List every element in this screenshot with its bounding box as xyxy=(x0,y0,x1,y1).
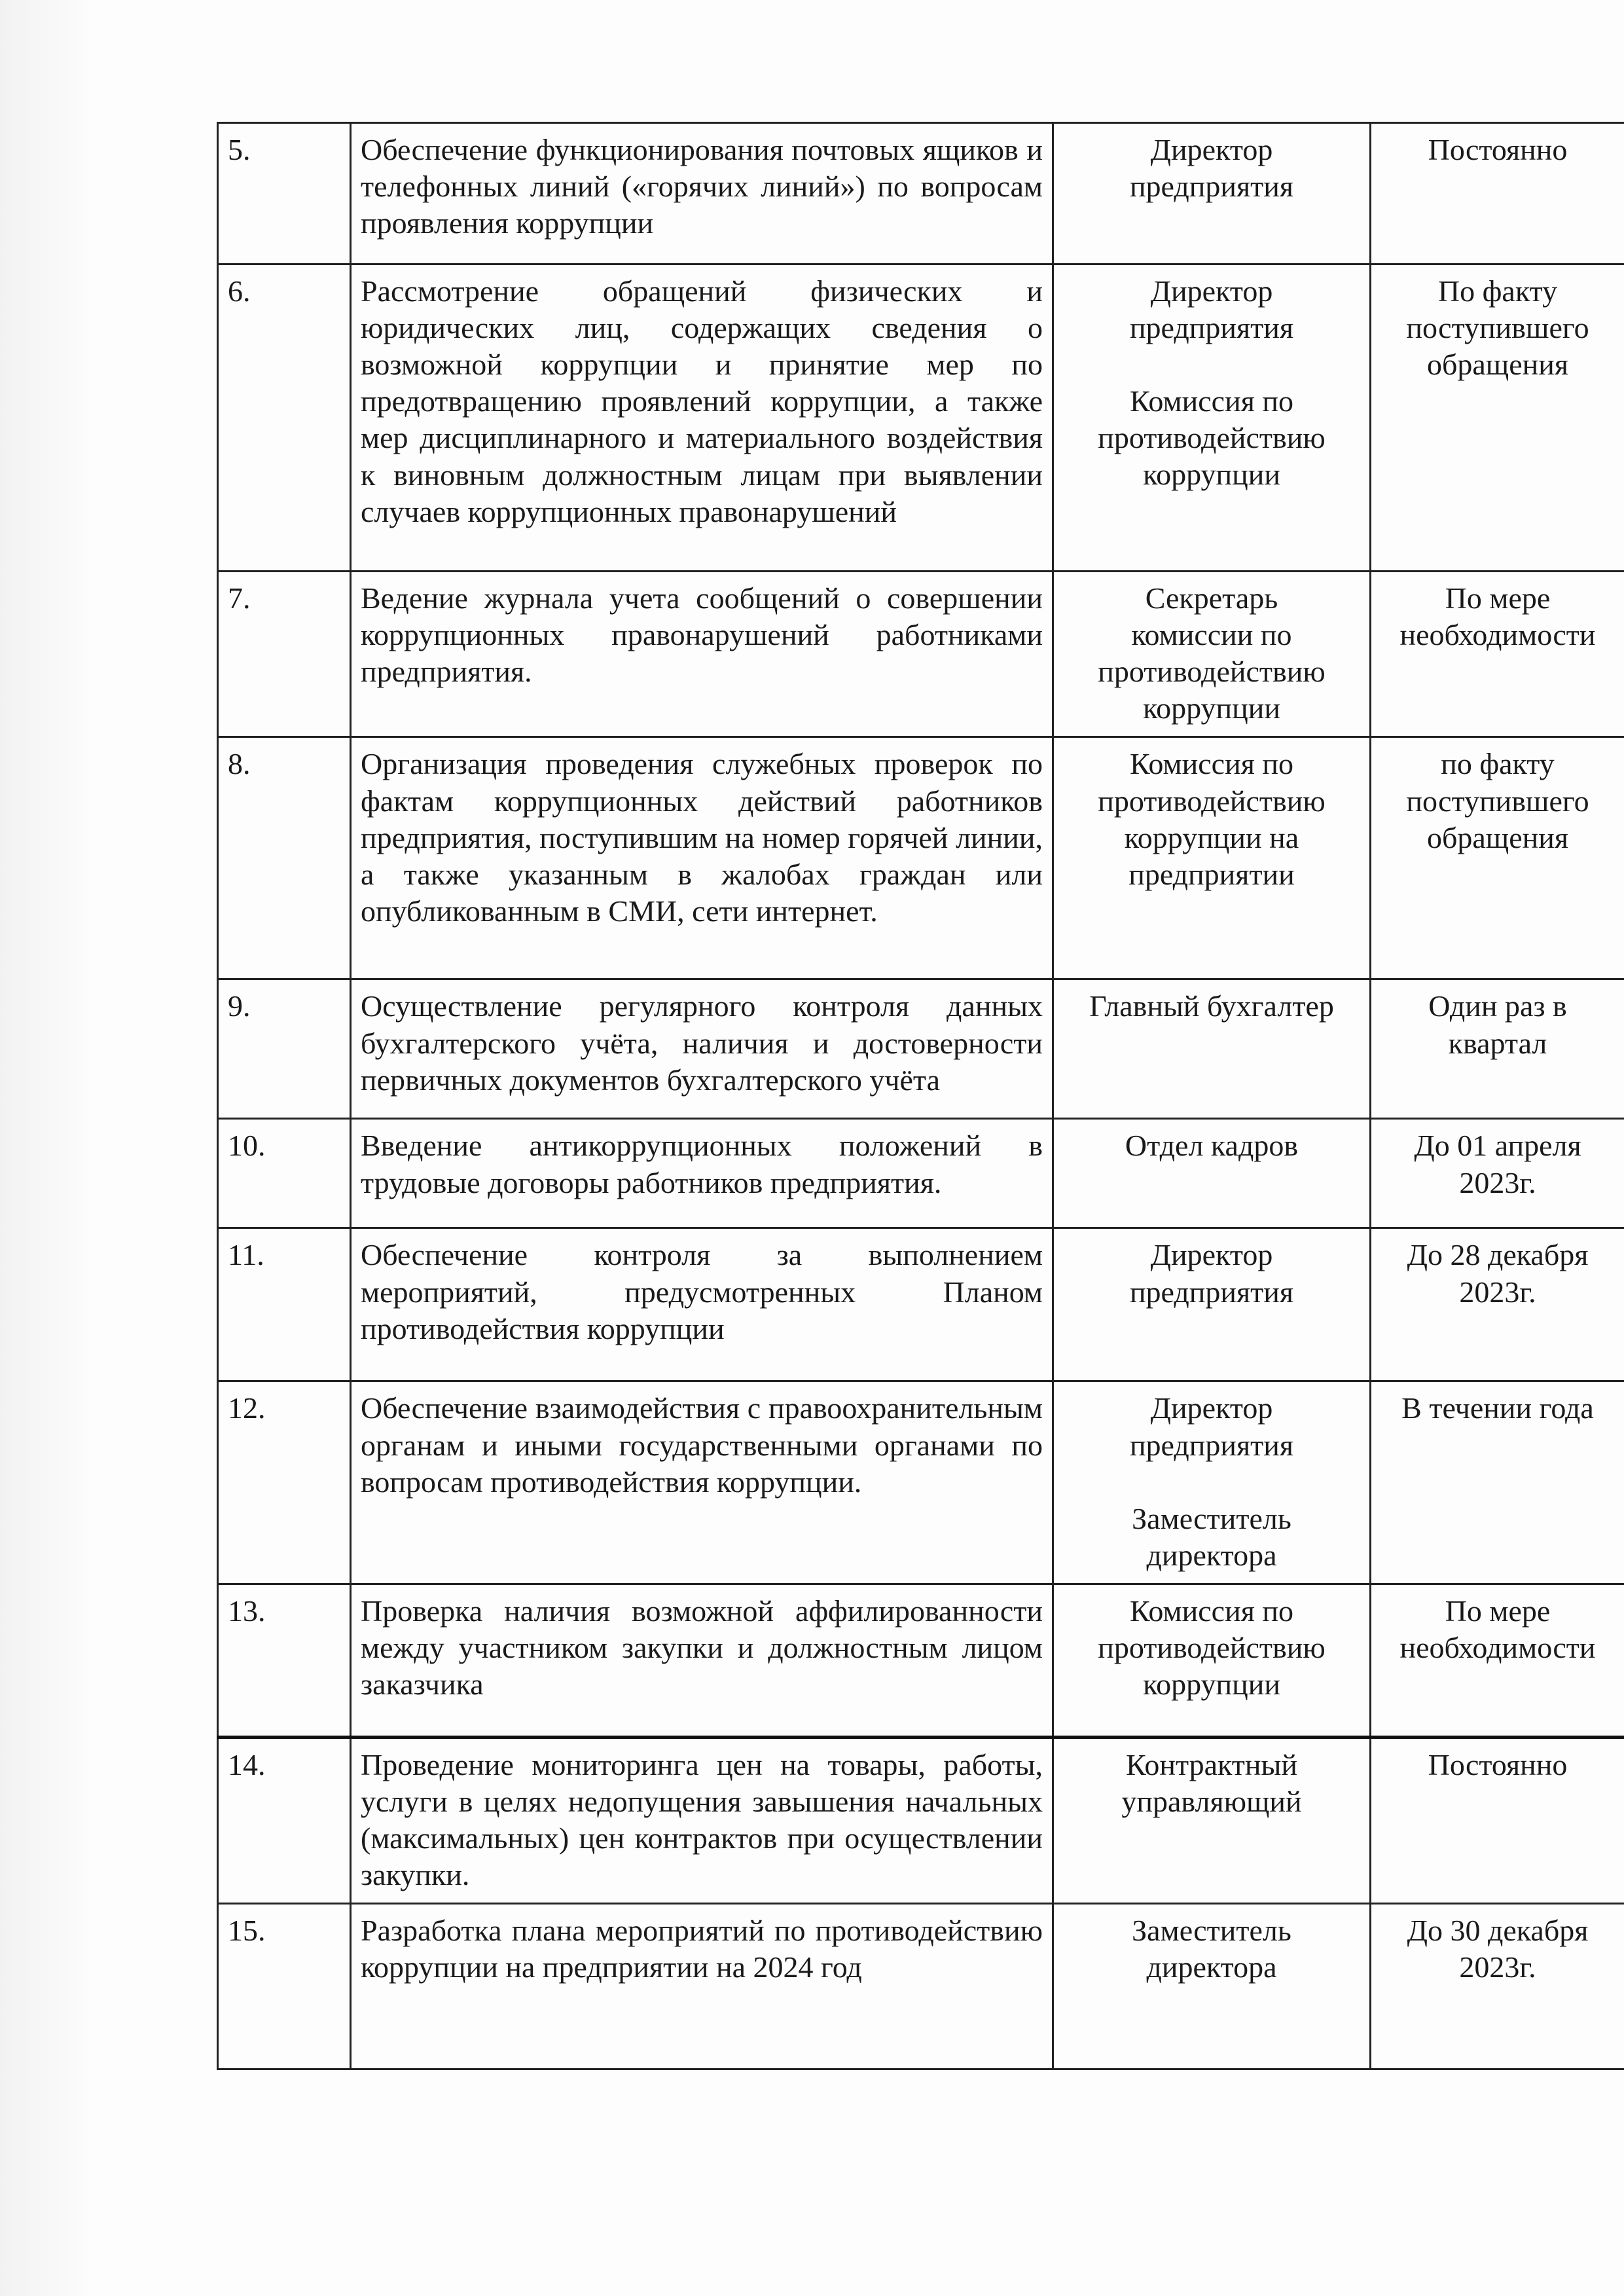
table-row xyxy=(218,1737,1624,1903)
responsible-line: противодействию xyxy=(1098,421,1326,455)
row-number: 15. xyxy=(218,1904,351,2069)
activity-cell: Обеспечение контроля за выполнением мероприятий, предусмотренных Планом противодействия коррупции xyxy=(351,1228,1053,1381)
responsible-line: предприятия xyxy=(1129,1275,1294,1309)
responsible-line: Комиссия по xyxy=(1130,747,1293,781)
responsible-line: Заместитель xyxy=(1132,1501,1291,1535)
term-cell xyxy=(1371,1381,1624,1584)
responsible-line: коррупции xyxy=(1143,1667,1280,1702)
table-row xyxy=(218,264,1624,572)
responsible-line: Главный бухгалтер xyxy=(1089,989,1334,1023)
responsible-line: Комиссия по xyxy=(1130,384,1293,418)
term-line: 2023г. xyxy=(1459,1165,1536,1199)
term-cell xyxy=(1371,1119,1624,1228)
anticorruption-plan-table xyxy=(217,122,1624,2070)
responsible-line: Директор xyxy=(1150,133,1273,166)
activity-cell: Рассмотрение обращений физических и юридических лиц, содержащих сведения о возможной коррупции и принятие мер по предотвращению проявлений коррупции, а также мер дисциплинарного и материального воздействия к виновным должностным лицам при выявлении случаев коррупционных правонарушений xyxy=(351,264,1053,572)
activity-cell: Разработка плана мероприятий по противодействию коррупции на предприятии на 2024 год xyxy=(351,1904,1053,2069)
table-row xyxy=(218,979,1624,1119)
table-row xyxy=(218,1381,1624,1584)
activity-cell: Введение антикоррупционных положений в трудовые договоры работников предприятия. xyxy=(351,1119,1053,1228)
activity-cell: Организация проведения служебных проверок по фактам коррупционных действий работников предприятия, поступившим на номер горячей линии, а также указанным в жалобах граждан или опубликованным в СМИ, сети интернет. xyxy=(351,737,1053,979)
responsible-line: директора xyxy=(1146,1538,1277,1572)
term-line: По мере xyxy=(1445,581,1551,615)
responsible-cell xyxy=(1053,264,1371,572)
table-row xyxy=(218,572,1624,737)
activity-cell: Проведение мониторинга цен на товары, работы, услуги в целях недопущения завышения начальных (максимальных) цен контрактов при осуществлении закупки. xyxy=(351,1737,1053,1903)
term-line: До 01 апреля xyxy=(1414,1129,1581,1163)
row-number: 11. xyxy=(218,1228,351,1381)
term-line: 2023г. xyxy=(1459,1275,1536,1309)
responsible-line: предприятия xyxy=(1129,1428,1294,1462)
responsible-line: Заместитель xyxy=(1132,1914,1291,1948)
row-number: 14. xyxy=(218,1737,351,1903)
responsible-cell xyxy=(1053,737,1371,979)
responsible-line: предприятии xyxy=(1128,857,1295,891)
term-line: До 30 декабря xyxy=(1407,1914,1589,1948)
responsible-line: коррупции xyxy=(1143,691,1280,725)
responsible-cell xyxy=(1053,123,1371,264)
responsible-line: Контрактный xyxy=(1125,1747,1298,1781)
row-number: 9. xyxy=(218,979,351,1119)
table-row xyxy=(218,1228,1624,1381)
activity-cell: Проверка наличия возможной аффилированности между участником закупки и должностным лицом заказчика xyxy=(351,1584,1053,1737)
term-cell xyxy=(1371,1584,1624,1737)
term-line: По факту xyxy=(1437,274,1558,308)
row-number: 8. xyxy=(218,737,351,979)
responsible-line: управляющий xyxy=(1121,1784,1302,1818)
responsible-line: противодействию xyxy=(1098,655,1326,689)
responsible-cell xyxy=(1053,1119,1371,1228)
responsible-cell xyxy=(1053,1228,1371,1381)
term-cell xyxy=(1371,1737,1624,1903)
responsible-line: Директор xyxy=(1150,274,1273,308)
responsible-line: Секретарь xyxy=(1145,581,1278,615)
responsible-line: противодействию xyxy=(1098,1630,1326,1664)
term-line: Постоянно xyxy=(1428,133,1568,166)
term-line: обращения xyxy=(1426,348,1569,382)
term-cell xyxy=(1371,979,1624,1119)
term-cell xyxy=(1371,1904,1624,2069)
responsible-line: Директор xyxy=(1150,1391,1273,1425)
term-line: необходимости xyxy=(1399,618,1596,652)
scan-shadow-edge xyxy=(0,0,98,2296)
responsible-cell xyxy=(1053,1584,1371,1737)
term-line: обращения xyxy=(1426,820,1569,854)
responsible-line: коррупции на xyxy=(1124,820,1299,854)
term-cell xyxy=(1371,737,1624,979)
term-cell xyxy=(1371,264,1624,572)
responsible-line: предприятия xyxy=(1129,311,1294,345)
activity-cell: Обеспечение взаимодействия с правоохранительным органам и иными государственными органами по вопросам противодействия коррупции. xyxy=(351,1381,1053,1584)
responsible-cell xyxy=(1053,1737,1371,1903)
row-number: 12. xyxy=(218,1381,351,1584)
responsible-cell xyxy=(1053,1904,1371,2069)
term-line: по факту xyxy=(1441,747,1555,781)
term-line: По мере xyxy=(1445,1594,1551,1628)
responsible-line: комиссии по xyxy=(1131,618,1292,652)
responsible-line: Директор xyxy=(1150,1238,1273,1272)
term-line: Постоянно xyxy=(1428,1747,1568,1781)
term-line: В течении года xyxy=(1401,1391,1594,1425)
term-cell xyxy=(1371,1228,1624,1381)
term-line: необходимости xyxy=(1399,1630,1596,1664)
row-number: 6. xyxy=(218,264,351,572)
term-line: квартал xyxy=(1448,1026,1547,1060)
term-cell xyxy=(1371,572,1624,737)
activity-cell: Осуществление регулярного контроля данных бухгалтерского учёта, наличия и достоверности первичных документов бухгалтерского учёта xyxy=(351,979,1053,1119)
term-line: 2023г. xyxy=(1459,1950,1536,1984)
responsible-line: директора xyxy=(1146,1950,1277,1984)
row-number: 5. xyxy=(218,123,351,264)
responsible-line: предприятия xyxy=(1129,170,1294,204)
activity-cell: Обеспечение функционирования почтовых ящиков и телефонных линий («горячих линий») по вопросам проявления коррупции xyxy=(351,123,1053,264)
term-line: поступившего xyxy=(1406,784,1589,818)
row-number: 7. xyxy=(218,572,351,737)
term-line: Один раз в xyxy=(1428,989,1567,1023)
responsible-cell xyxy=(1053,979,1371,1119)
row-number: 10. xyxy=(218,1119,351,1228)
row-number: 13. xyxy=(218,1584,351,1737)
line-gap xyxy=(1063,346,1360,383)
table-row xyxy=(218,123,1624,264)
term-line: поступившего xyxy=(1406,311,1589,345)
table-row xyxy=(218,1584,1624,1737)
activity-cell: Ведение журнала учета сообщений о совершении коррупционных правонарушений работниками предприятия. xyxy=(351,572,1053,737)
responsible-line: коррупции xyxy=(1143,458,1280,492)
table-row xyxy=(218,1904,1624,2069)
table-row xyxy=(218,737,1624,979)
table-row xyxy=(218,1119,1624,1228)
responsible-cell xyxy=(1053,572,1371,737)
responsible-line: Отдел кадров xyxy=(1125,1129,1299,1163)
line-gap xyxy=(1063,1464,1360,1501)
term-cell xyxy=(1371,123,1624,264)
term-line: До 28 декабря xyxy=(1407,1238,1589,1272)
responsible-line: Комиссия по xyxy=(1130,1594,1293,1628)
responsible-line: противодействию xyxy=(1098,784,1326,818)
responsible-cell xyxy=(1053,1381,1371,1584)
